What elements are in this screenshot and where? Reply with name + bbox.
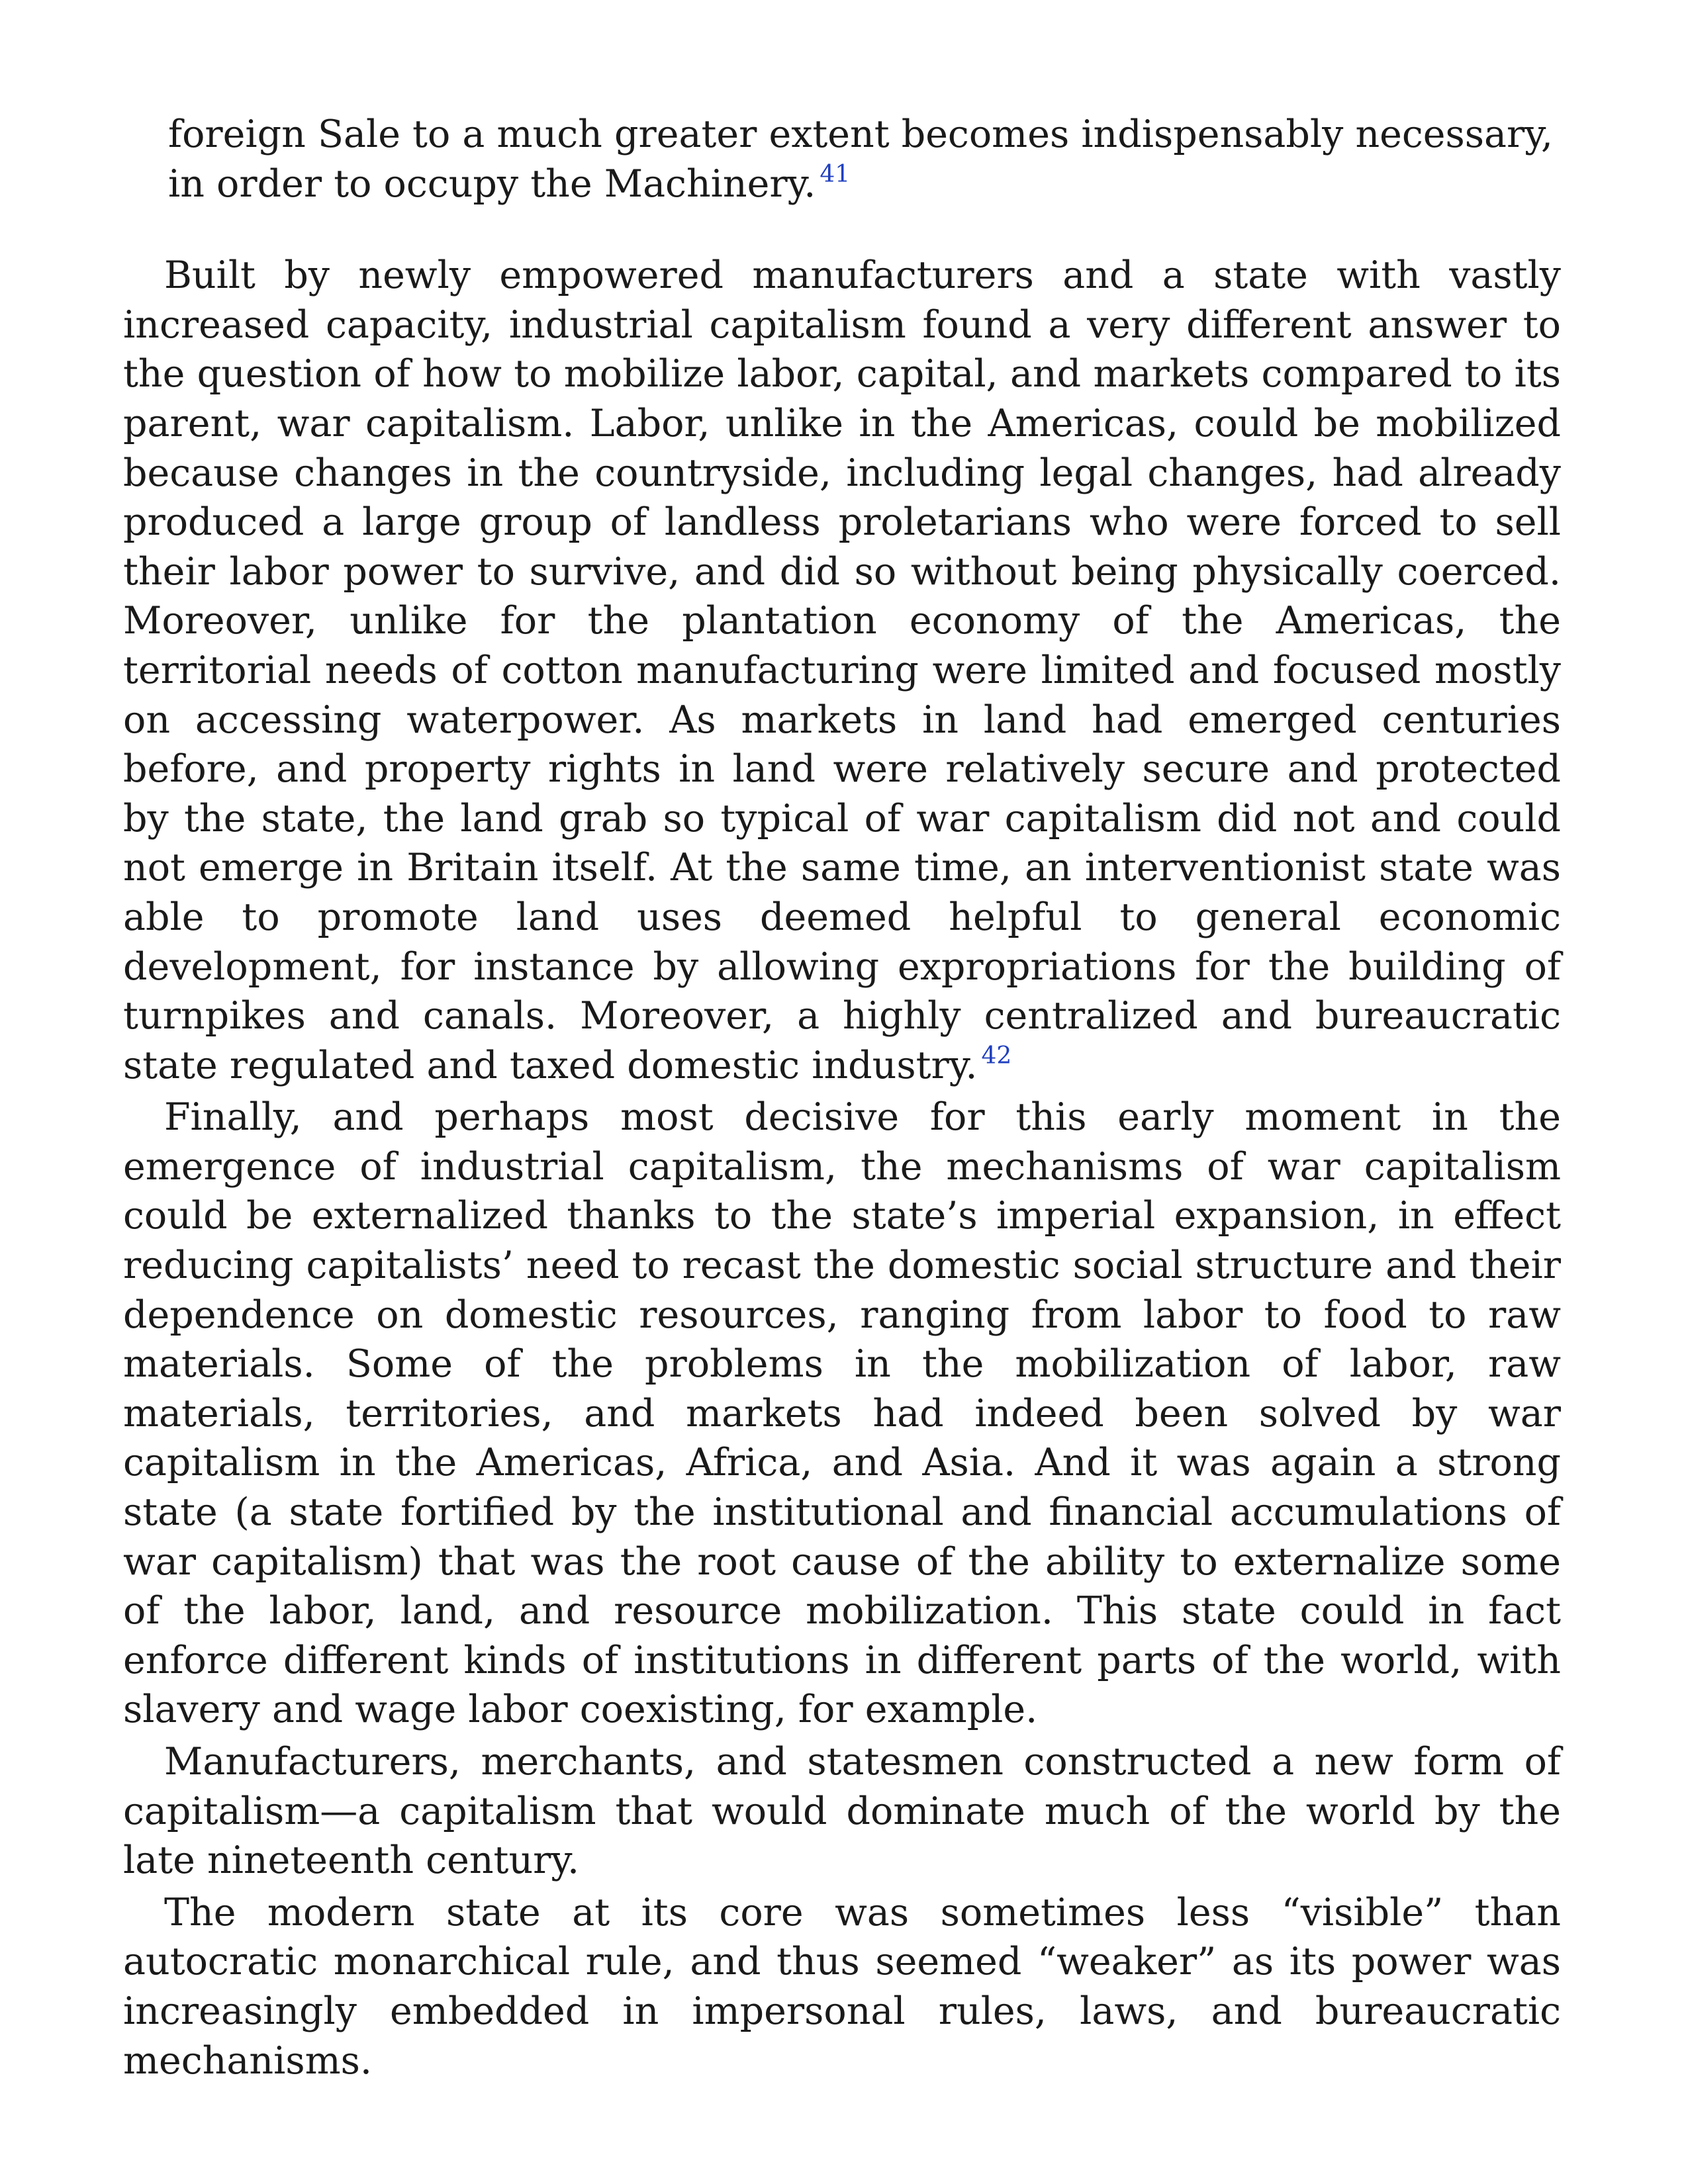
- paragraph-text: Finally, and perhaps most decisive for this early moment in the emergence of industrial capitalism, the mechanisms of war capitalism could be externalized thanks to the state’s imperial expansion, in effect reducing capitalists’ need to recast the domestic social structure and their dependence on domestic resources, ranging from labor to food to raw materials. Some of the problems in the mobilization of labor, raw materials, territories, and markets had indeed been solved by war capitalism in the Americas, Africa, and Asia. And it was again a strong state (a state fortified by the institutional and financial accumulations of war capitalism) that was the root cause of the ability to externalize some of the labor, land, and resource mobilization. This state could in fact enforce different kinds of institutions in different parts of the world, with slavery and wage labor coexisting, for example.: [123, 1095, 1561, 1732]
- paragraph-text: Built by newly empowered manufacturers and a state with vastly increased capacity, industrial capitalism found a very different answer to the question of how to mobilize labor, capital, and markets compared to its parent, war capitalism. Labor, unlike in the Americas, could be mobilized because changes in the countryside, including legal changes, had already produced a large group of landless proletarians who were forced to sell their labor power to survive, and did so without being physically coerced. Moreover, unlike for the plantation economy of the Americas, the territorial needs of cotton manufacturing were limited and focused mostly on accessing waterpower. As markets in land had emerged centuries before, and property rights in land were relatively secure and protected by the state, the land grab so typical of war capitalism did not and could not emerge in Britain itself. At the same time, an interventionist state was able to promote land uses deemed helpful to general economic development, for instance by allowing expropriations for the building of turnpikes and canals. Moreover, a highly centralized and bureaucratic state regulated and taxed domestic industry.: [123, 253, 1561, 1087]
- body-paragraph-4: [123, 1888, 1561, 2085]
- body-paragraph-3: [123, 1737, 1561, 1886]
- footnote-link-41[interactable]: 41: [820, 160, 851, 188]
- block-quote-paragraph: [168, 110, 1561, 208]
- text-column: [123, 110, 1561, 2085]
- body-paragraph-2: [123, 1093, 1561, 1735]
- paragraph-text: Manufacturers, merchants, and statesmen constructed a new form of capitalism—a capitalism that would dominate much of the world by the late nineteenth century.: [123, 1740, 1561, 1883]
- block-quote-text: foreign Sale to a much greater extent becomes indispensably necessary, in order to occupy the Machinery.: [168, 113, 1554, 206]
- body-paragraph-1: [123, 251, 1561, 1090]
- paragraph-text: The modern state at its core was sometimes less “visible” than autocratic monarchical rule, and thus seemed “weaker” as its power was increasingly embedded in impersonal rules, laws, and bureaucratic mechanisms.: [123, 1890, 1561, 2083]
- footnote-link-42[interactable]: 42: [981, 1042, 1012, 1069]
- block-quote: [123, 110, 1561, 208]
